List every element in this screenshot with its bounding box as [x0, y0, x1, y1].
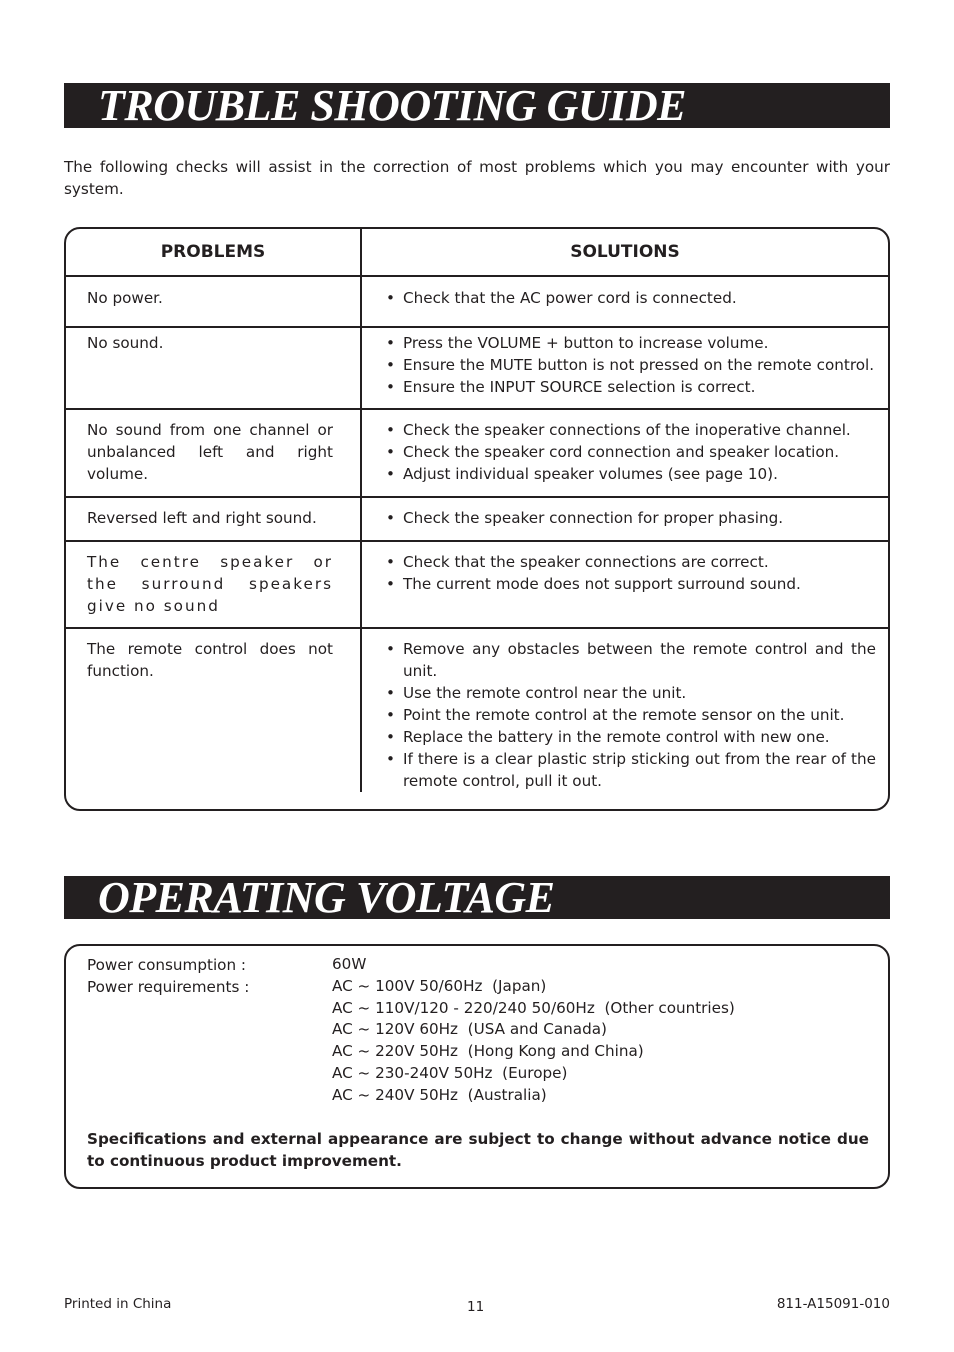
solution-cell — [361, 276, 888, 327]
trouble-shooting-table — [66, 229, 888, 792]
solution-item: • Check the speaker connection for proper phasing. — [386, 507, 876, 529]
problem-cell: No power. — [66, 276, 361, 327]
operating-voltage-box — [64, 944, 890, 1189]
solution-item: • Adjust individual speaker volumes (see page 10). — [386, 463, 876, 485]
footer-part-number: 811-A15091-010 — [776, 1296, 890, 1312]
solution-item: • Remove any obstacles between the remote control and the unit. — [386, 638, 876, 682]
problem-text: No sound from one channel or unbalanced left and right volume. — [87, 421, 333, 483]
solution-item: • Ensure the MUTE button is not pressed on the remote control. — [386, 354, 876, 376]
power-values — [332, 954, 735, 1107]
specification-notice: Specifications and external appearance are subject to change without advance notice due to continuous product improvement. — [87, 1130, 869, 1170]
solution-cell — [361, 541, 888, 628]
power-value: AC ~ 230-240V 50Hz (Europe) — [332, 1063, 568, 1082]
power-requirements-label: Power requirements : — [87, 978, 250, 996]
power-consumption-label: Power consumption : — [87, 956, 247, 974]
solution-cell — [361, 409, 888, 497]
table-row — [66, 409, 888, 497]
solution-item: • Replace the battery in the remote control with new one. — [386, 726, 876, 748]
problem-cell — [66, 409, 361, 497]
problems-header: PROBLEMS — [66, 229, 361, 276]
table-row — [66, 628, 888, 792]
footer-printed-in: Printed in China — [64, 1296, 172, 1312]
solution-item: • Point the remote control at the remote sensor on the unit. — [386, 704, 876, 726]
solution-item: • Use the remote control near the unit. — [386, 682, 876, 704]
power-value: AC ~ 100V 50/60Hz (Japan) — [332, 976, 547, 995]
page-number: 11 — [467, 1299, 485, 1315]
power-value: AC ~ 120V 60Hz (USA and Canada) — [332, 1020, 607, 1039]
table-header-row — [66, 229, 888, 276]
solution-item: • The current mode does not support surround sound. — [386, 573, 876, 595]
problem-cell: No sound. — [66, 327, 361, 409]
solution-item: • Ensure the INPUT SOURCE selection is correct. — [386, 376, 876, 398]
solution-item: • Check that the AC power cord is connected. — [386, 287, 876, 309]
intro-text: The following checks will assist in the correction of most problems which you may encounter with your system. — [64, 158, 890, 198]
power-value: AC ~ 220V 50Hz (Hong Kong and China) — [332, 1042, 644, 1061]
solution-item: • Check the speaker connections of the inoperative channel. — [386, 419, 876, 441]
power-value: 60W — [332, 955, 367, 973]
problem-cell: Reversed left and right sound. — [66, 497, 361, 541]
table-row — [66, 327, 888, 409]
solution-cell — [361, 497, 888, 541]
table-row — [66, 276, 888, 327]
trouble-shooting-title: TROUBLE SHOOTING GUIDE — [98, 81, 686, 130]
table-row — [66, 541, 888, 628]
solution-cell — [361, 628, 888, 792]
solution-item: • Press the VOLUME + button to increase volume. — [386, 332, 876, 354]
solution-item: • If there is a clear plastic strip sticking out from the rear of the remote control, pull it out. — [386, 748, 876, 792]
solution-cell — [361, 327, 888, 409]
table-row — [66, 497, 888, 541]
solution-item: • Check the speaker cord connection and speaker location. — [386, 441, 876, 463]
power-value: AC ~ 110V/120 - 220/240 50/60Hz (Other countries) — [332, 998, 735, 1017]
solutions-header: SOLUTIONS — [361, 229, 888, 276]
trouble-shooting-banner — [64, 83, 890, 128]
trouble-shooting-table-frame — [64, 227, 890, 811]
operating-voltage-title: OPERATING VOLTAGE — [98, 873, 555, 922]
power-value: AC ~ 240V 50Hz (Australia) — [332, 1085, 547, 1104]
solution-item: • Check that the speaker connections are correct. — [386, 551, 876, 573]
operating-voltage-banner — [64, 873, 890, 922]
problem-cell: The remote control does not function. — [66, 628, 361, 792]
problem-cell: The centre speaker or the surround speakers give no sound — [66, 541, 361, 628]
